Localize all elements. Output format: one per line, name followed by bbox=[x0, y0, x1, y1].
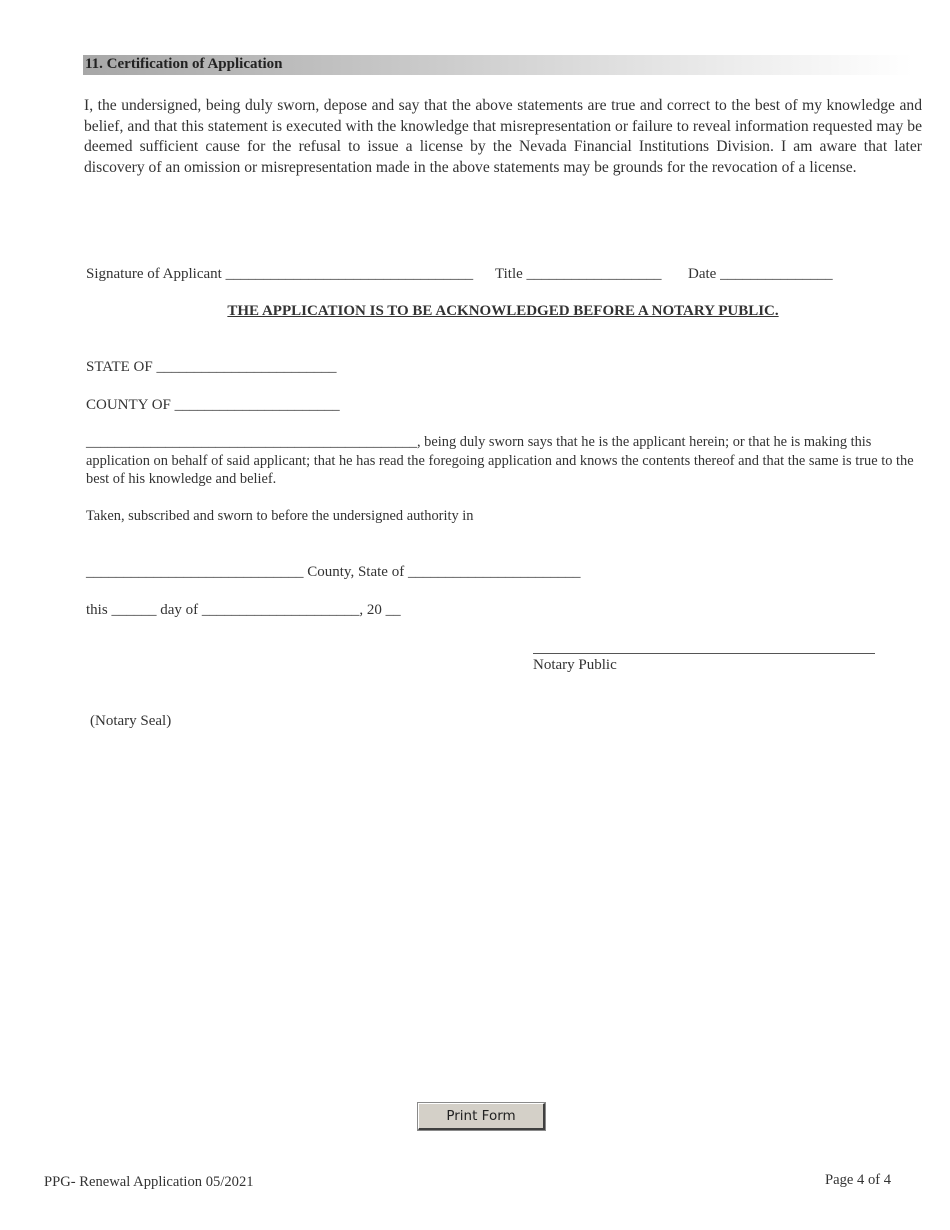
county-of-field[interactable] bbox=[86, 397, 340, 414]
applicant-signature-blank: _________________________________ bbox=[225, 266, 474, 282]
state-of-blank: ________________________ bbox=[156, 359, 337, 375]
title-blank: __________________ bbox=[526, 266, 662, 282]
title-field[interactable] bbox=[495, 266, 662, 283]
day-line bbox=[86, 602, 401, 619]
print-form-button[interactable]: Print Form bbox=[418, 1103, 545, 1130]
county-of-label: COUNTY OF bbox=[86, 397, 171, 413]
taken-statement: Taken, subscribed and sworn to before the undersigned authority in bbox=[86, 508, 474, 524]
state-of-field[interactable] bbox=[86, 359, 336, 376]
notary-signature-line[interactable] bbox=[533, 653, 875, 654]
county-state-label: County, State of bbox=[307, 564, 405, 580]
sworn-statement-text: , being duly sworn says that he is the applicant herein; or that he is making this application on behalf of said applicant; that he has read the foregoing application and knows the contents thereof and that the same is true to the best of his knowledge and belief. bbox=[86, 434, 914, 487]
notary-heading: THE APPLICATION IS TO BE ACKNOWLEDGED BEFORE A NOTARY PUBLIC. bbox=[227, 303, 779, 319]
applicant-signature-field[interactable] bbox=[86, 266, 473, 283]
section-header bbox=[83, 55, 913, 75]
county-blank[interactable]: _____________________________ bbox=[86, 564, 304, 580]
certification-paragraph: I, the undersigned, being duly sworn, depose and say that the above statements are true and correct to the best of my knowledge and belief, and that this statement is executed with the knowledge that misrepresentation or failure to reveal information requested may be deemed sufficient cause for the refusal to issue a license by the Nevada Financial Institutions Division. I am aware that later discovery of an omission or misrepresentation made in the above statements may be grounds for the revocation of a license. bbox=[84, 97, 922, 176]
this-label: this bbox=[86, 602, 108, 618]
notary-public-label: Notary Public bbox=[533, 657, 617, 673]
affiant-name-blank[interactable]: ______________________________________________ bbox=[86, 434, 417, 450]
sworn-statement bbox=[86, 433, 916, 489]
footer-page-number: Page 4 of 4 bbox=[825, 1172, 892, 1188]
date-field[interactable] bbox=[688, 266, 833, 283]
applicant-signature-label: Signature of Applicant bbox=[86, 266, 222, 282]
year-blank[interactable]: __ bbox=[385, 602, 401, 618]
county-state-line bbox=[86, 564, 580, 581]
year-label: , 20 bbox=[359, 602, 382, 618]
day-of-label: day of bbox=[160, 602, 199, 618]
state-of-label: STATE OF bbox=[86, 359, 153, 375]
footer-form-id: PPG- Renewal Application 05/2021 bbox=[44, 1174, 254, 1190]
month-blank[interactable]: _____________________ bbox=[201, 602, 360, 618]
day-blank[interactable]: ______ bbox=[111, 602, 157, 618]
date-blank: _______________ bbox=[720, 266, 833, 282]
section-title: 11. Certification of Application bbox=[85, 56, 283, 72]
date-label: Date bbox=[688, 266, 717, 282]
title-label: Title bbox=[495, 266, 523, 282]
county-of-blank: ______________________ bbox=[174, 397, 340, 413]
state-blank[interactable]: _______________________ bbox=[407, 564, 581, 580]
notary-seal-label: (Notary Seal) bbox=[90, 713, 172, 729]
